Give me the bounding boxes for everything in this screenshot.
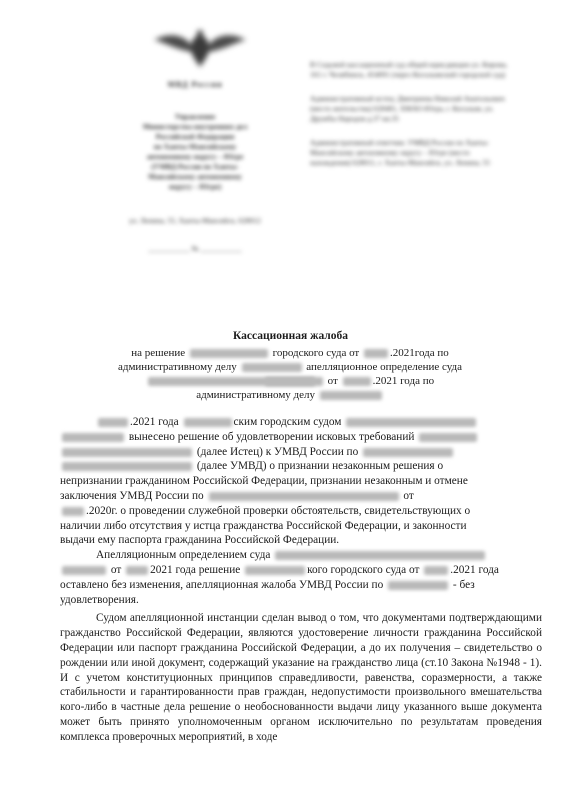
redacted-text bbox=[275, 551, 485, 560]
body-line: оставлено без изменения, апелляционная жалоба УМВД России по - без bbox=[60, 578, 475, 591]
org-line-8: округу – Югре) bbox=[168, 182, 222, 191]
org-line-4: по Ханты-Мансийскому bbox=[153, 142, 237, 151]
body-line: наличии либо отсутствия у истца гражданства Российской Федерации, и законности bbox=[60, 519, 467, 532]
body-line: заключения УМВД России по от bbox=[60, 489, 414, 502]
addressee-court: В Седьмой кассационный суд общей юрисдикции ул. Кирова, 161 г. Челябинск, 454091 (через Когалымский городской суд) bbox=[310, 60, 508, 79]
redacted-text bbox=[62, 448, 192, 457]
subtitle-line-3: от .2021 года по bbox=[90, 374, 490, 388]
redacted-text bbox=[62, 566, 106, 575]
body-line: .2020г. о проведении служебной проверки обстоятельств, свидетельствующих о bbox=[60, 504, 542, 519]
document-title: Кассационная жалоба bbox=[232, 330, 349, 342]
body-line: от 2021 года решение кого городского суда от .2021 года bbox=[60, 563, 542, 578]
org-line-3: Российской Федерации bbox=[155, 132, 235, 141]
body-line: (далее Истец) к УМВД России по bbox=[60, 445, 542, 460]
org-address: ул. Ленина, 55, Ханты-Мансийск, 628012 bbox=[129, 216, 261, 225]
body-line: .2021 года ским городским судом bbox=[60, 415, 542, 430]
document-body bbox=[60, 415, 542, 745]
body-line: (далее УМВД) о признании незаконным решения о bbox=[60, 459, 542, 474]
body-line: непризнании гражданином Российской Федерации, признании незаконным и отмене bbox=[60, 475, 468, 488]
redacted-text bbox=[62, 507, 84, 516]
letterhead bbox=[90, 80, 300, 254]
redacted-text bbox=[126, 566, 148, 575]
subtitle-line-1: на решение городского суда от .2021года по bbox=[131, 347, 449, 359]
body-line: удовлетворения. bbox=[60, 593, 139, 606]
redacted-text bbox=[364, 349, 388, 358]
body-paragraph: Судом апелляционной инстанции сделан вывод о том, что документами подтверждающими гражданство Российской Федерации, являются удостоверение личности гражданина Российской Федерации или паспорт гражданина Российской Федерации, а до их получения – свидетельство о рождении или иной документ, содержащий указание на гражданство лица (ст.10 Закона №1948 - 1). И с учетом конституционных принципов справедливости, равенства, соразмерности, а также стабильности и гарантированности прав граждан, недопустимости произвольного вмешательства кого-либо в частные дела решение о необоснованности выдачи лицу указанного выше документа может быть принято уполномоченным органом исключительно по результатам проведения комплекса проверочных мероприятий, в ходе bbox=[60, 612, 542, 743]
redacted-text bbox=[419, 433, 477, 442]
subtitle-line-4: административному делу bbox=[90, 388, 490, 402]
body-line: выдачи ему паспорта гражданина Российской Федерации. bbox=[60, 534, 340, 547]
redacted-text bbox=[62, 462, 192, 471]
redacted-text bbox=[245, 566, 305, 575]
redacted-text bbox=[242, 363, 302, 372]
redacted-text bbox=[346, 418, 476, 427]
org-line-5: автономному округу – Югре bbox=[146, 152, 244, 161]
redacted-text bbox=[184, 418, 232, 427]
redacted-text bbox=[98, 418, 128, 427]
redacted-text bbox=[343, 377, 371, 386]
redacted-text bbox=[388, 581, 448, 590]
org-line-2: Министерства внутренних дел bbox=[142, 122, 248, 131]
redacted-text bbox=[190, 349, 268, 358]
addressee-block bbox=[310, 60, 510, 182]
org-line-1: Управление bbox=[174, 112, 216, 121]
redacted-text bbox=[320, 391, 382, 400]
subtitle-line-2: административному делу апелляционное определение суда bbox=[90, 360, 490, 388]
registration-line: ___________ № ___________ bbox=[148, 244, 242, 253]
org-line-7: Мансийскому автономному bbox=[148, 172, 242, 181]
body-line: Апелляционным определением суда bbox=[60, 548, 542, 563]
redacted-text bbox=[62, 433, 124, 442]
redacted-text bbox=[424, 566, 448, 575]
eagle-emblem-icon bbox=[150, 28, 250, 68]
redacted-text bbox=[363, 448, 453, 457]
body-line: вынесено решение об удовлетворении исковых требований bbox=[60, 430, 542, 445]
addressee-plaintiff: Административный истец: Дмитриева Николай Анатольевич (место жительства) 628481, ХМАО-Югра, г. Когалым, ул. Дружбы Народов д.37 кв.35 bbox=[310, 94, 505, 123]
ministry-name: МВД России bbox=[167, 80, 223, 89]
redacted-text bbox=[148, 377, 323, 386]
org-line-6: (УМВД России по Ханты- bbox=[151, 162, 239, 171]
addressee-defendant: Административный ответчик: УМВД России по Ханты-Мансийскому автономному округу – Югре (место нахождения) 628011, г. Ханты-Мансийск, ул. Ленина, 55 bbox=[310, 138, 491, 167]
redacted-text bbox=[209, 492, 399, 501]
